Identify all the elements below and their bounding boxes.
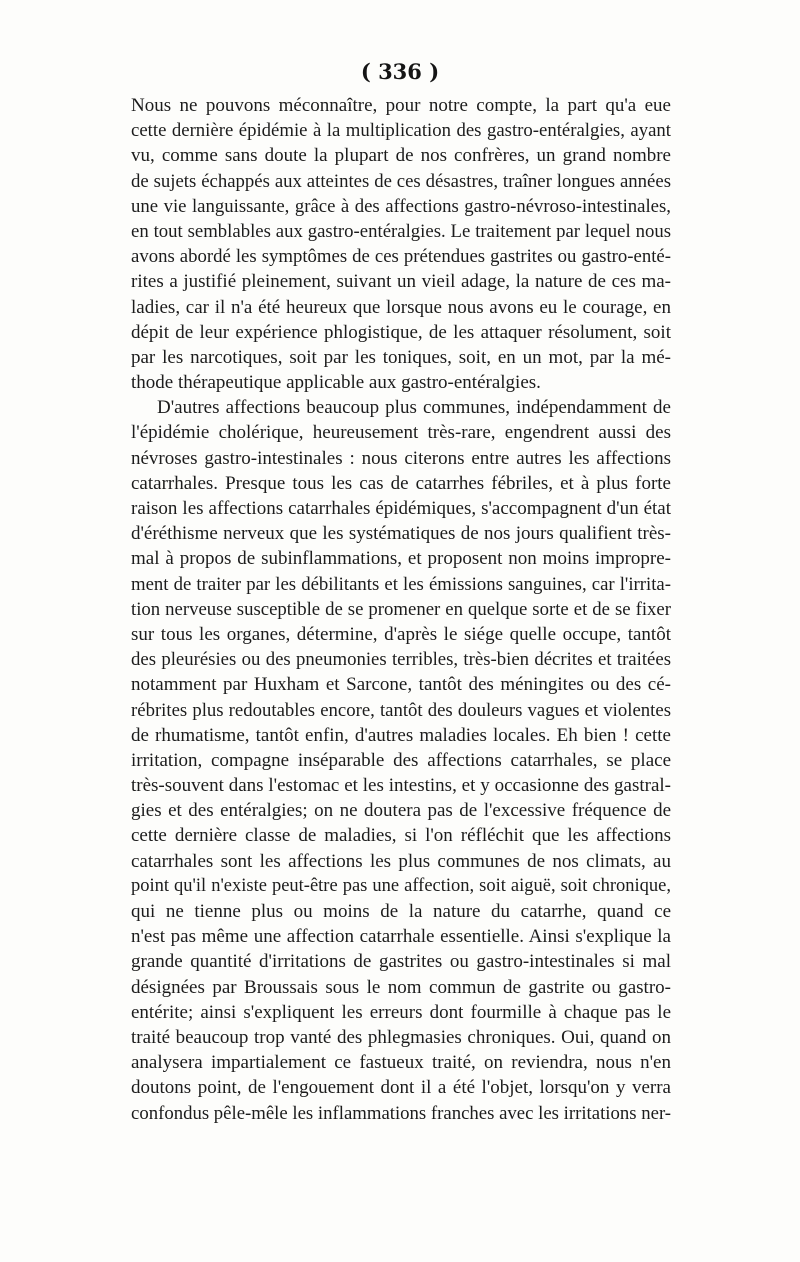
text-line: très-souvent dans l'estomac et les intestins, et y occasionne des gastral- xyxy=(131,775,671,797)
text-line: vu, comme sans doute la plupart de nos confrères, un grand nombre xyxy=(131,145,671,167)
text-line: catarrhales sont les affections les plus communes de nos climats, au xyxy=(131,850,671,872)
text-line: une vie languissante, grâce à des affections gastro-névroso-intestinales, xyxy=(131,195,671,217)
text-line: Nous ne pouvons méconnaître, pour notre compte, la part qu'a eue xyxy=(131,95,671,116)
text-line: qui ne tienne plus ou moins de la nature du catarrhe, quand ce xyxy=(131,901,671,922)
text-line: sur tous les organes, détermine, d'après le siége quelle occupe, tantôt xyxy=(131,623,671,645)
text-line: rites a justifié pleinement, suivant un vieil adage, la nature de ces ma- xyxy=(131,271,671,293)
text-line: analysera impartialement ce fastueux traité, on reviendra, nous n'en xyxy=(131,1052,671,1074)
text-line: point qu'il n'existe peut-être pas une affection, soit aiguë, soit chronique, xyxy=(131,875,671,896)
text-line: raison les affections catarrhales épidémiques, s'accompagnent d'un état xyxy=(131,498,671,519)
text-line: d'éréthisme nerveux que les systématiques de nos jours qualifient très- xyxy=(131,523,671,545)
paragraph-1 xyxy=(131,93,671,395)
text-line: traité beaucoup trop vanté des phlegmasies chroniques. Oui, quand on xyxy=(131,1026,671,1048)
text-line: grande quantité d'irritations de gastrites ou gastro-intestinales si mal xyxy=(131,951,671,973)
paragraph-2 xyxy=(131,395,671,1125)
text-line: en tout semblables aux gastro-entéralgies. Le traitement par lequel nous xyxy=(131,220,671,242)
text-line: cette dernière épidémie à la multiplication des gastro-entéralgies, ayant xyxy=(131,120,671,142)
text-line: tion nerveuse susceptible de se promener en quelque sorte et de se fixer xyxy=(131,598,671,620)
text-line: de sujets échappés aux atteintes de ces désastres, traîner longues années xyxy=(131,170,671,192)
text-line: irritation, compagne inséparable des affections catarrhales, se place xyxy=(131,749,671,771)
text-line: dépit de leur expérience phlogistique, de les attaquer résolument, soit xyxy=(131,321,671,343)
text-line: avons abordé les symptômes de ces prétendues gastrites ou gastro-enté- xyxy=(131,246,671,268)
text-line: l'épidémie cholérique, heureusement très-rare, engendrent aussi des xyxy=(131,422,671,444)
text-line: ment de traiter par les débilitants et les émissions sanguines, car l'irrita- xyxy=(131,573,671,595)
text-line: rébrites plus redoutables encore, tantôt des douleurs vagues et violentes xyxy=(131,699,671,721)
text-line: ladies, car il n'a été heureux que lorsque nous avons eu le courage, en xyxy=(131,296,671,318)
text-line: des pleurésies ou des pneumonies terribles, très-bien décrites et traitées xyxy=(131,649,671,671)
text-line: doutons point, de l'engouement dont il a été l'objet, lorsqu'on y verra xyxy=(131,1077,671,1099)
text-line: notamment par Huxham et Sarcone, tantôt des méningites ou des cé- xyxy=(131,674,671,696)
text-line: thode thérapeutique applicable aux gastro-entéralgies. xyxy=(131,372,541,394)
text-line: catarrhales. Presque tous les cas de catarrhes fébriles, et à plus forte xyxy=(131,472,671,494)
text-line: névroses gastro-intestinales : nous citerons entre autres les affections xyxy=(131,447,671,469)
page-number: ( 336 ) xyxy=(360,59,440,84)
text-line: confondus pêle-mêle les inflammations franches avec les irritations ner- xyxy=(131,1102,672,1124)
text-line: cette dernière classe de maladies, si l'on réfléchit que les affections xyxy=(131,825,671,847)
text-line: entérite; ainsi s'expliquent les erreurs dont fourmille à chaque pas le xyxy=(131,1001,671,1023)
text-line: gies et des entéralgies; on ne doutera pas de l'excessive fréquence de xyxy=(131,800,671,822)
text-line: n'est pas même une affection catarrhale essentielle. Ainsi s'explique la xyxy=(131,926,671,948)
text-line: D'autres affections beaucoup plus communes, indépendamment de xyxy=(157,397,671,419)
text-line: par les narcotiques, soit par les toniques, soit, en un mot, par la mé- xyxy=(131,346,671,368)
text-line: désignées par Broussais sous le nom commun de gastrite ou gastro- xyxy=(131,976,671,998)
text-line: de rhumatisme, tantôt enfin, d'autres maladies locales. Eh bien ! cette xyxy=(131,724,671,746)
text-line: mal à propos de subinflammations, et proposent non moins impropre- xyxy=(131,548,671,570)
body-text xyxy=(131,93,671,1126)
